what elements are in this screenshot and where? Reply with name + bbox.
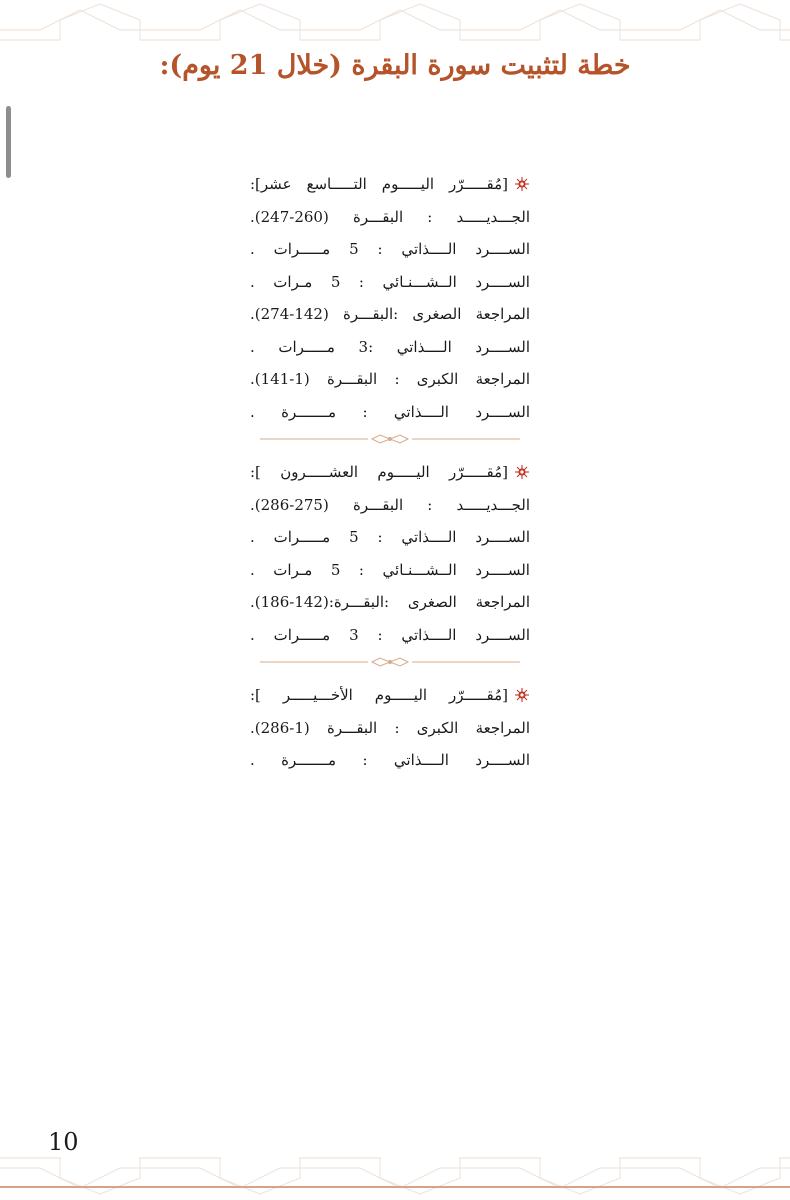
plan-line: الجـــديـــــد : البقـــرة (275-286). bbox=[250, 495, 530, 514]
sun-bullet-icon bbox=[514, 176, 530, 192]
plan-line: الســــرد الــشـــنـائي : 5 مـرات . bbox=[250, 272, 530, 291]
section-heading-text: [مُقـــــرّر اليـــــوم العشـــــرون ]: bbox=[250, 463, 508, 481]
last-day-section bbox=[250, 679, 530, 777]
page-number: 10 bbox=[48, 1128, 79, 1156]
plan-line: الســــرد الــــذاتي : 5 مـــــرات . bbox=[250, 240, 530, 258]
plan-content bbox=[250, 168, 530, 777]
plan-line: المراجعة الكبرى : البقـــرة (1-141). bbox=[250, 370, 530, 388]
plan-line: الســــرد الــشـــنـائي : 5 مـرات . bbox=[250, 560, 530, 579]
day-19-section bbox=[250, 168, 530, 428]
section-heading-text: [مُقـــــرّر اليـــــوم التـــــاسع عشر]: bbox=[250, 175, 508, 193]
plan-line: المراجعة الكبرى : البقـــرة (1-286). bbox=[250, 718, 530, 737]
sun-bullet-icon bbox=[514, 464, 530, 480]
plan-line: الســــرد الــــذاتي :3 مـــــرات . bbox=[250, 337, 530, 356]
plan-line: الســــرد الــــذاتي : مـــــــرة . bbox=[250, 751, 530, 769]
day-20-heading bbox=[250, 456, 530, 489]
bottom-ornament-border bbox=[0, 1150, 790, 1198]
plan-line: الجـــديـــــد : البقـــرة (260-247). bbox=[250, 207, 530, 226]
plan-line: الســــرد الــــذاتي : 3 مـــــرات . bbox=[250, 625, 530, 644]
plan-line: الســــرد الــــذاتي : 5 مـــــرات . bbox=[250, 528, 530, 546]
sun-bullet-icon bbox=[514, 687, 530, 703]
bottom-rule bbox=[0, 1186, 790, 1188]
page-title: خطة لتثبيت سورة البقرة (خلال 21 يوم): bbox=[159, 50, 631, 81]
section-heading-text: [مُقـــــرّر اليـــــوم الأخـــيـــــر ]: bbox=[250, 686, 508, 704]
scrollbar[interactable] bbox=[6, 106, 11, 178]
ornament-divider bbox=[250, 432, 530, 446]
plan-line: الســــرد الــــذاتي : مـــــــرة . bbox=[250, 402, 530, 421]
day-20-section bbox=[250, 456, 530, 651]
day-19-heading bbox=[250, 168, 530, 201]
plan-line: المراجعة الصغرى :البقـــرة (142-274). bbox=[250, 305, 530, 323]
top-ornament-border bbox=[0, 0, 790, 48]
last-day-heading bbox=[250, 679, 530, 712]
ornament-divider bbox=[250, 655, 530, 669]
plan-line: المراجعة الصغرى :البقـــرة:(142-186). bbox=[250, 593, 530, 611]
